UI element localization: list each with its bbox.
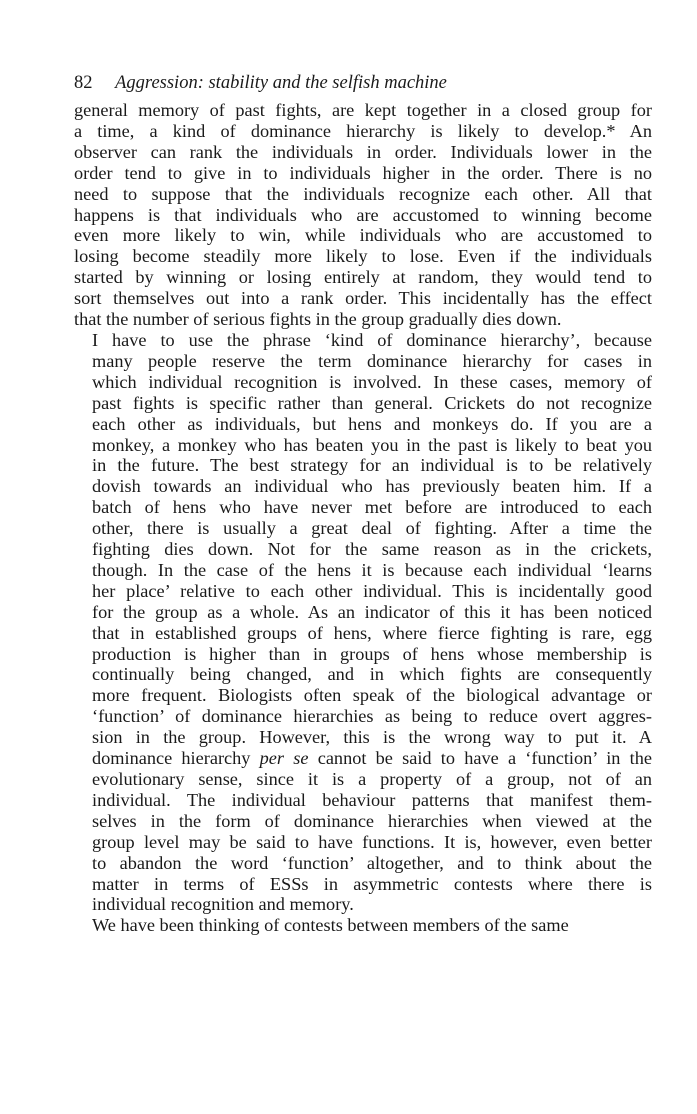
text-line: though. In the case of the hens it is because each individual ‘learns <box>92 559 652 580</box>
text-line: for the group as a whole. As an indicator of this it has been noticed <box>92 601 652 622</box>
text-line: other, there is usually a great deal of fighting. After a time the <box>92 518 652 539</box>
text-line: that the number of serious fights in the group gradually dies down. <box>74 309 562 330</box>
text-line: selves in the form of dominance hierarchies when viewed at the <box>92 810 652 831</box>
text-line: a time, a kind of dominance hierarchy is likely to develop.* An <box>74 120 652 141</box>
text-line: happens is that individuals who are accustomed to winning become <box>74 204 652 225</box>
text-line: which individual recognition is involved. In these cases, memory of <box>92 371 652 392</box>
book-page <box>74 70 652 936</box>
text-line: continually being changed, and in which fights are consequently <box>92 664 652 685</box>
text-line: individual recognition and memory. <box>92 894 354 915</box>
text-line: to abandon the word ‘function’ altogether, and to think about the <box>92 852 652 873</box>
text-line: order tend to give in to individuals higher in the order. There is no <box>74 162 652 183</box>
text-line: sort themselves out into a rank order. This incidentally has the effect <box>74 288 652 309</box>
text-line: even more likely to win, while individuals who are accustomed to <box>74 225 652 246</box>
text-line: We have been thinking of contests between members of the same <box>92 915 569 936</box>
text-line: started by winning or losing entirely at random, they would tend to <box>74 267 652 288</box>
text-line: need to suppose that the individuals recognize each other. All that <box>74 183 652 204</box>
text-line: monkey, a monkey who has beaten you in the past is likely to beat you <box>92 434 652 455</box>
text-line: past fights is specific rather than general. Crickets do not recognize <box>92 392 652 413</box>
text-line: many people reserve the term dominance hierarchy for cases in <box>92 350 652 371</box>
text-line: ‘function’ of dominance hierarchies as being to reduce overt aggres- <box>92 706 652 727</box>
text-line: general memory of past fights, are kept together in a closed group for <box>74 100 652 120</box>
text-line: matter in terms of ESSs in asymmetric contests where there is <box>92 873 652 894</box>
text-line: individual. The individual behaviour patterns that manifest them- <box>92 789 652 810</box>
text-line: her place’ relative to each other individual. This is incidentally good <box>92 580 652 601</box>
paragraph <box>74 330 652 915</box>
text-line: group level may be said to have functions. It is, however, even better <box>92 831 652 852</box>
paragraph <box>74 915 652 936</box>
text-line: I have to use the phrase ‘kind of dominance hierarchy’, because <box>92 329 652 350</box>
italic-phrase: per se <box>259 748 309 769</box>
text-line: each other as individuals, but hens and monkeys do. If you are a <box>92 413 652 434</box>
text-line: fighting dies down. Not for the same reason as in the crickets, <box>92 539 652 560</box>
page-number: 82 <box>74 73 93 93</box>
text-line: that in established groups of hens, where fierce fighting is rare, egg <box>92 622 652 643</box>
paragraph <box>74 100 652 330</box>
text-line: observer can rank the individuals in order. Individuals lower in the <box>74 141 652 162</box>
body-text <box>74 100 652 936</box>
text-line: batch of hens who have never met before are introduced to each <box>92 497 652 518</box>
text-line: more frequent. Biologists often speak of the biological advantage or <box>92 685 652 706</box>
text-line: sion in the group. However, this is the wrong way to put it. A <box>92 727 652 748</box>
running-head <box>74 70 652 100</box>
text-line: dominance hierarchy per se cannot be said to have a ‘function’ in the <box>92 748 652 769</box>
text-line: losing become steadily more likely to lose. Even if the individuals <box>74 246 652 267</box>
text-line: production is higher than in groups of hens whose membership is <box>92 643 652 664</box>
text-line: dovish towards an individual who has previously beaten him. If a <box>92 476 652 497</box>
running-head-title: Aggression: stability and the selfish machine <box>115 73 447 93</box>
text-line: evolutionary sense, since it is a property of a group, not of an <box>92 769 652 789</box>
text-line: in the future. The best strategy for an individual is to be relatively <box>92 455 652 476</box>
